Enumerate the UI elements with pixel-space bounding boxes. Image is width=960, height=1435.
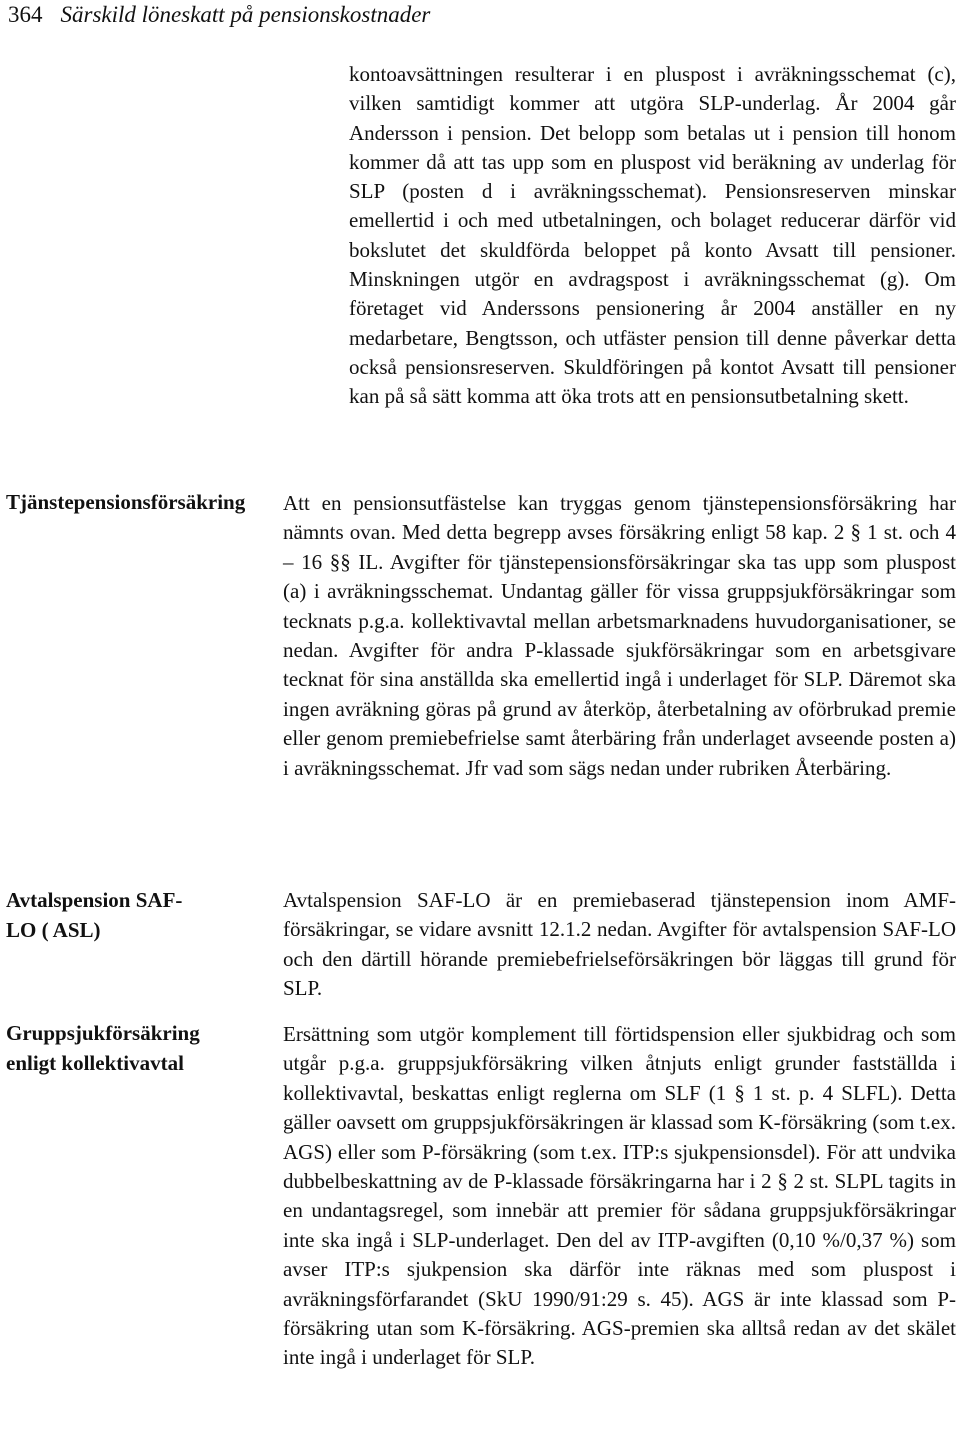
- page-header: [8, 0, 948, 30]
- intro-paragraph: kontoavsättningen resulterar i en pluspost i avräkningsschemat (c), vilken samtidigt kommer att utgöra SLP-underlag. År 2004 går Andersson i pension. Det belopp som betalas ut i pension till honom kommer då att tas upp som en pluspost vid beräkning av underlag för SLP (posten d i avräkningsschemat). Pensionsreserven minskar emellertid i och med utbetalningen, och bolaget reducerar därför vid bokslutet det skuldförda beloppet på konto Avsatt till pensioner. Minskningen utgör en avdragspost i avräkningsschemat (g). Om företaget vid Anderssons pensionering år 2004 anställer en ny medarbetare, Bengtsson, och utfäster pension till denne påverkar detta också pensionsreserven. Skuldföringen på kontot Avsatt till pensioner kan på så sätt komma att öka trots att en pensionsutbetalning skett.: [349, 62, 956, 409]
- side-heading-gruppsjukforsakring: Gruppsjukförsäkring enligt kollektivavtal: [6, 1021, 200, 1075]
- side-heading-avtalspension: Avtalspension SAF-LO ( ASL): [6, 888, 183, 942]
- paragraph-gruppsjukforsakring: Ersättning som utgör komplement till förtidspension eller sjukbidrag och som utgår p.g.a. gruppsjukförsäkring vilken åtnjuts enligt grunder fastställda i kollektivavtal, beskattas enligt reglerna om SLF (1 § 1 st. p. 4 SLFL). Detta gäller oavsett om gruppsjukförsäkringen är klassad som K-försäkring (som t.ex. AGS) eller som P-försäkring (som t.ex. ITP:s sjukpensionsdel). För att undvika dubbelbeskattning av de P-klassade försäkringarna har i 2 § 2 st. SLPL tagits in en undantagsregel, som innebär att premier för sådana gruppsjukförsäkringar inte ska ingå i SLP-underlaget. Den del av ITP-avgiften (0,10 %/0,37 %) som avser ITP:s sjukpension ska därför inte räknas med som pluspost i avräkningsförfarandet (SkU 1990/91:29 s. 45). AGS är inte klassad som P-försäkring utan som K-försäkring. AGS-premien ska alltså redan av det skälet inte ingå i underlaget för SLP.: [283, 1022, 956, 1370]
- page-number: 364: [8, 2, 43, 27]
- paragraph-avtalspension: Avtalspension SAF-LO är en premiebaserad tjänstepension inom AMF-försäkringar, se vidare avsnitt 12.1.2 nedan. Avgifter för avtalspension SAF-LO och den därtill hörande premiebefrielseförsäkringen bör läggas till grund för SLP.: [283, 888, 956, 1001]
- side-heading-tjanstepensionsforsakring: Tjänstepensionsförsäkring: [6, 490, 246, 514]
- running-title: Särskild löneskatt på pensionskostnader: [60, 2, 431, 27]
- paragraph-tjanstepensionsforsakring: Att en pensionsutfästelse kan tryggas genom tjänstepensionsförsäkring har nämnts ovan. Med detta begrepp avses försäkring enligt 58 kap. 2 § 1 st. och 4 – 16 §§ IL. Avgifter för tjänstepensionsförsäkringar ska tas upp som pluspost (a) i avräkningsschemat. Undantag gäller för vissa gruppsjukförsäkringar som tecknats p.g.a. kollektivavtal mellan arbetsmarknadens huvudorganisationer, se nedan. Avgifter för andra P-klassade sjukförsäkringar som en arbetsgivare tecknat för sina anställda ska emellertid ingå i underlaget för SLP. Däremot ska ingen avräkning göras på grund av återköp, återbetalning av oförbrukad premie eller genom premiebefrielse samt återbäring från underlaget avseende posten a) i avräkningsschemat. Jfr vad som sägs nedan under rubriken Återbäring.: [283, 491, 956, 780]
